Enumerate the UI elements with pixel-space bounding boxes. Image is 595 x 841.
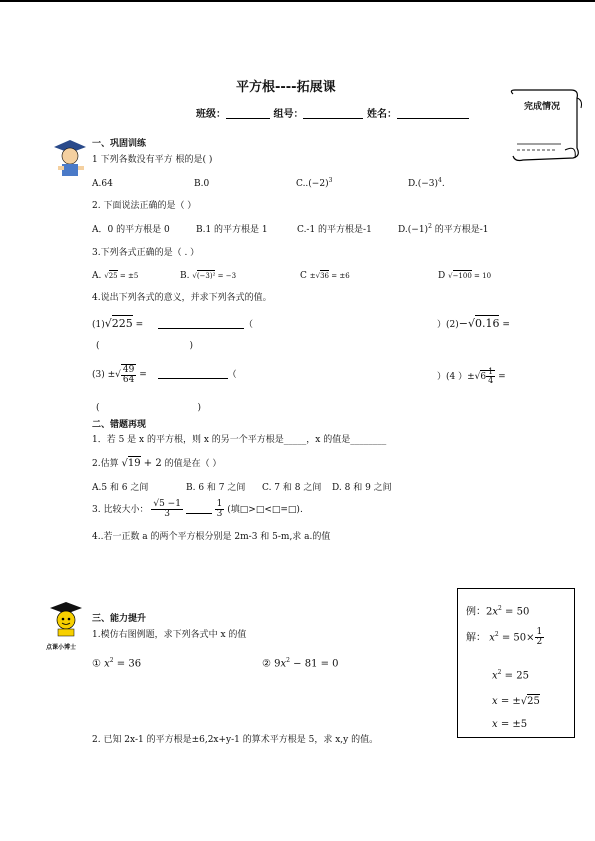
s1-q4-paren-1: ( ) (96, 341, 194, 351)
s1-q3: 3.下列各式正确的是（ . ） (92, 248, 200, 258)
group-blank[interactable] (303, 108, 363, 119)
s1-q1-opt-b: B.0 (194, 179, 210, 189)
s2-q2-opt-b: B. 6 和 7 之间 (186, 483, 246, 493)
page-title: 平方根----拓展课 (236, 80, 336, 95)
s2-q1: 1．若 5 是 x 的平方根，则 x 的另一个平方根是_____，x 的值是________ (92, 435, 387, 445)
s1-q1-opt-c: $C..(-2)^3$ (296, 177, 333, 189)
section2-heading: 二、错题再现 (92, 420, 147, 430)
s1-q2-opt-c: C.-1 的平方根是-1 (297, 225, 372, 235)
s3-q2: 2. 已知 2x-1 的平方根是±6,2x+y-1 的算术平方根是 5，求 x,y 的值。 (92, 735, 379, 745)
scroll-icon (505, 86, 585, 168)
s1-q4-3: (3) ±√ $\frac{49}{64}$ = （ (92, 365, 237, 385)
s2-q2-opt-c: C. 7 和 8 之间 (262, 483, 322, 493)
s1-q2-opt-a: A．0 的平方根是 0 (92, 225, 170, 235)
s1-q1-opt-d: $D.(-3)^4$. (408, 177, 445, 189)
name-blank[interactable] (397, 108, 469, 119)
s2-q2: 2.估算 √19 + 2 的值是在（ ） (92, 458, 222, 469)
s1-q3-opt-b: B. √(−3)² = −3 (180, 271, 237, 281)
s3-q1: 1.模仿右图例题，求下列各式中 x 的值 (92, 630, 247, 640)
s1-q3-opt-a: A. √25 = ±5 (92, 271, 139, 281)
s2-q2-opt-d: D. 8 和 9 之间 (332, 483, 392, 493)
example-line-4: x = ±√25 (492, 696, 540, 707)
info-line (196, 108, 469, 121)
s1-q2-opt-b: B.1 的平方根是 1 (196, 225, 268, 235)
little-doctor-caption: 点课小博士 (46, 644, 77, 651)
s1-q2-opt-d: $D.(-1)^2$ 的平方根是-1 (398, 223, 489, 235)
s1-q3-opt-c: C ±√36 = ±6 (300, 271, 350, 281)
s1-q1: 1 下列各数没有平方 根的是( ) (92, 155, 213, 165)
s1-q4-1: (1)√225 = （ (92, 317, 254, 330)
s1-q3-opt-d: D √−100 = 10 (438, 271, 492, 281)
s2-q3: 3. 比较大小： $\frac{√5 -1}{3}$ $\frac{1}{3}$ (填□>□<□=□). (92, 499, 303, 519)
example-line-5: x = ±5 (492, 719, 528, 730)
little-doctor-icon (46, 600, 86, 644)
cartoon-boy-icon (52, 138, 88, 180)
example-line-1: 例：$2x^2 = 50$ (466, 605, 530, 618)
example-line-3: $x^2 = 25$ (492, 669, 529, 682)
class-label: 班级： (196, 109, 226, 120)
s1-q4: 4.说出下列各式的意义，并求下列各式的值。 (92, 293, 272, 303)
s3-q1-b: ② $9x^2 - 81 = 0$ (262, 657, 339, 670)
section1-heading: 一、巩固训练 (92, 139, 147, 149)
s1-q2: 2. 下面说法正确的是（ ） (92, 201, 197, 211)
s1-q4-paren-3: ( ) (96, 403, 202, 413)
s1-q4-4: ）(4 ）±√6 $\frac{1}{4}$ = (437, 367, 506, 385)
top-rule (0, 0, 595, 2)
s3-q1-a: ① $x^2 = 36$ (92, 657, 142, 670)
section3-heading: 三、能力提升 (92, 614, 147, 624)
s1-q1-opt-a: A.64 (92, 179, 113, 189)
s2-q4: 4..若一正数 a 的两个平方根分别是 2m-3 和 5-m,求 a.的值 (92, 532, 331, 542)
example-line-2: 解： $x^2 = 50\times$ $\frac{1}{2}$ (466, 627, 543, 648)
s2-q2-opt-a: A.5 和 6 之间 (92, 483, 149, 493)
name-label: 姓名： (366, 109, 397, 120)
class-blank[interactable] (226, 108, 270, 119)
group-label: 组号： (273, 109, 304, 120)
s1-q4-2: ）(2)−√0.16 = (437, 317, 510, 330)
completion-label: 完成情况 (524, 102, 561, 112)
